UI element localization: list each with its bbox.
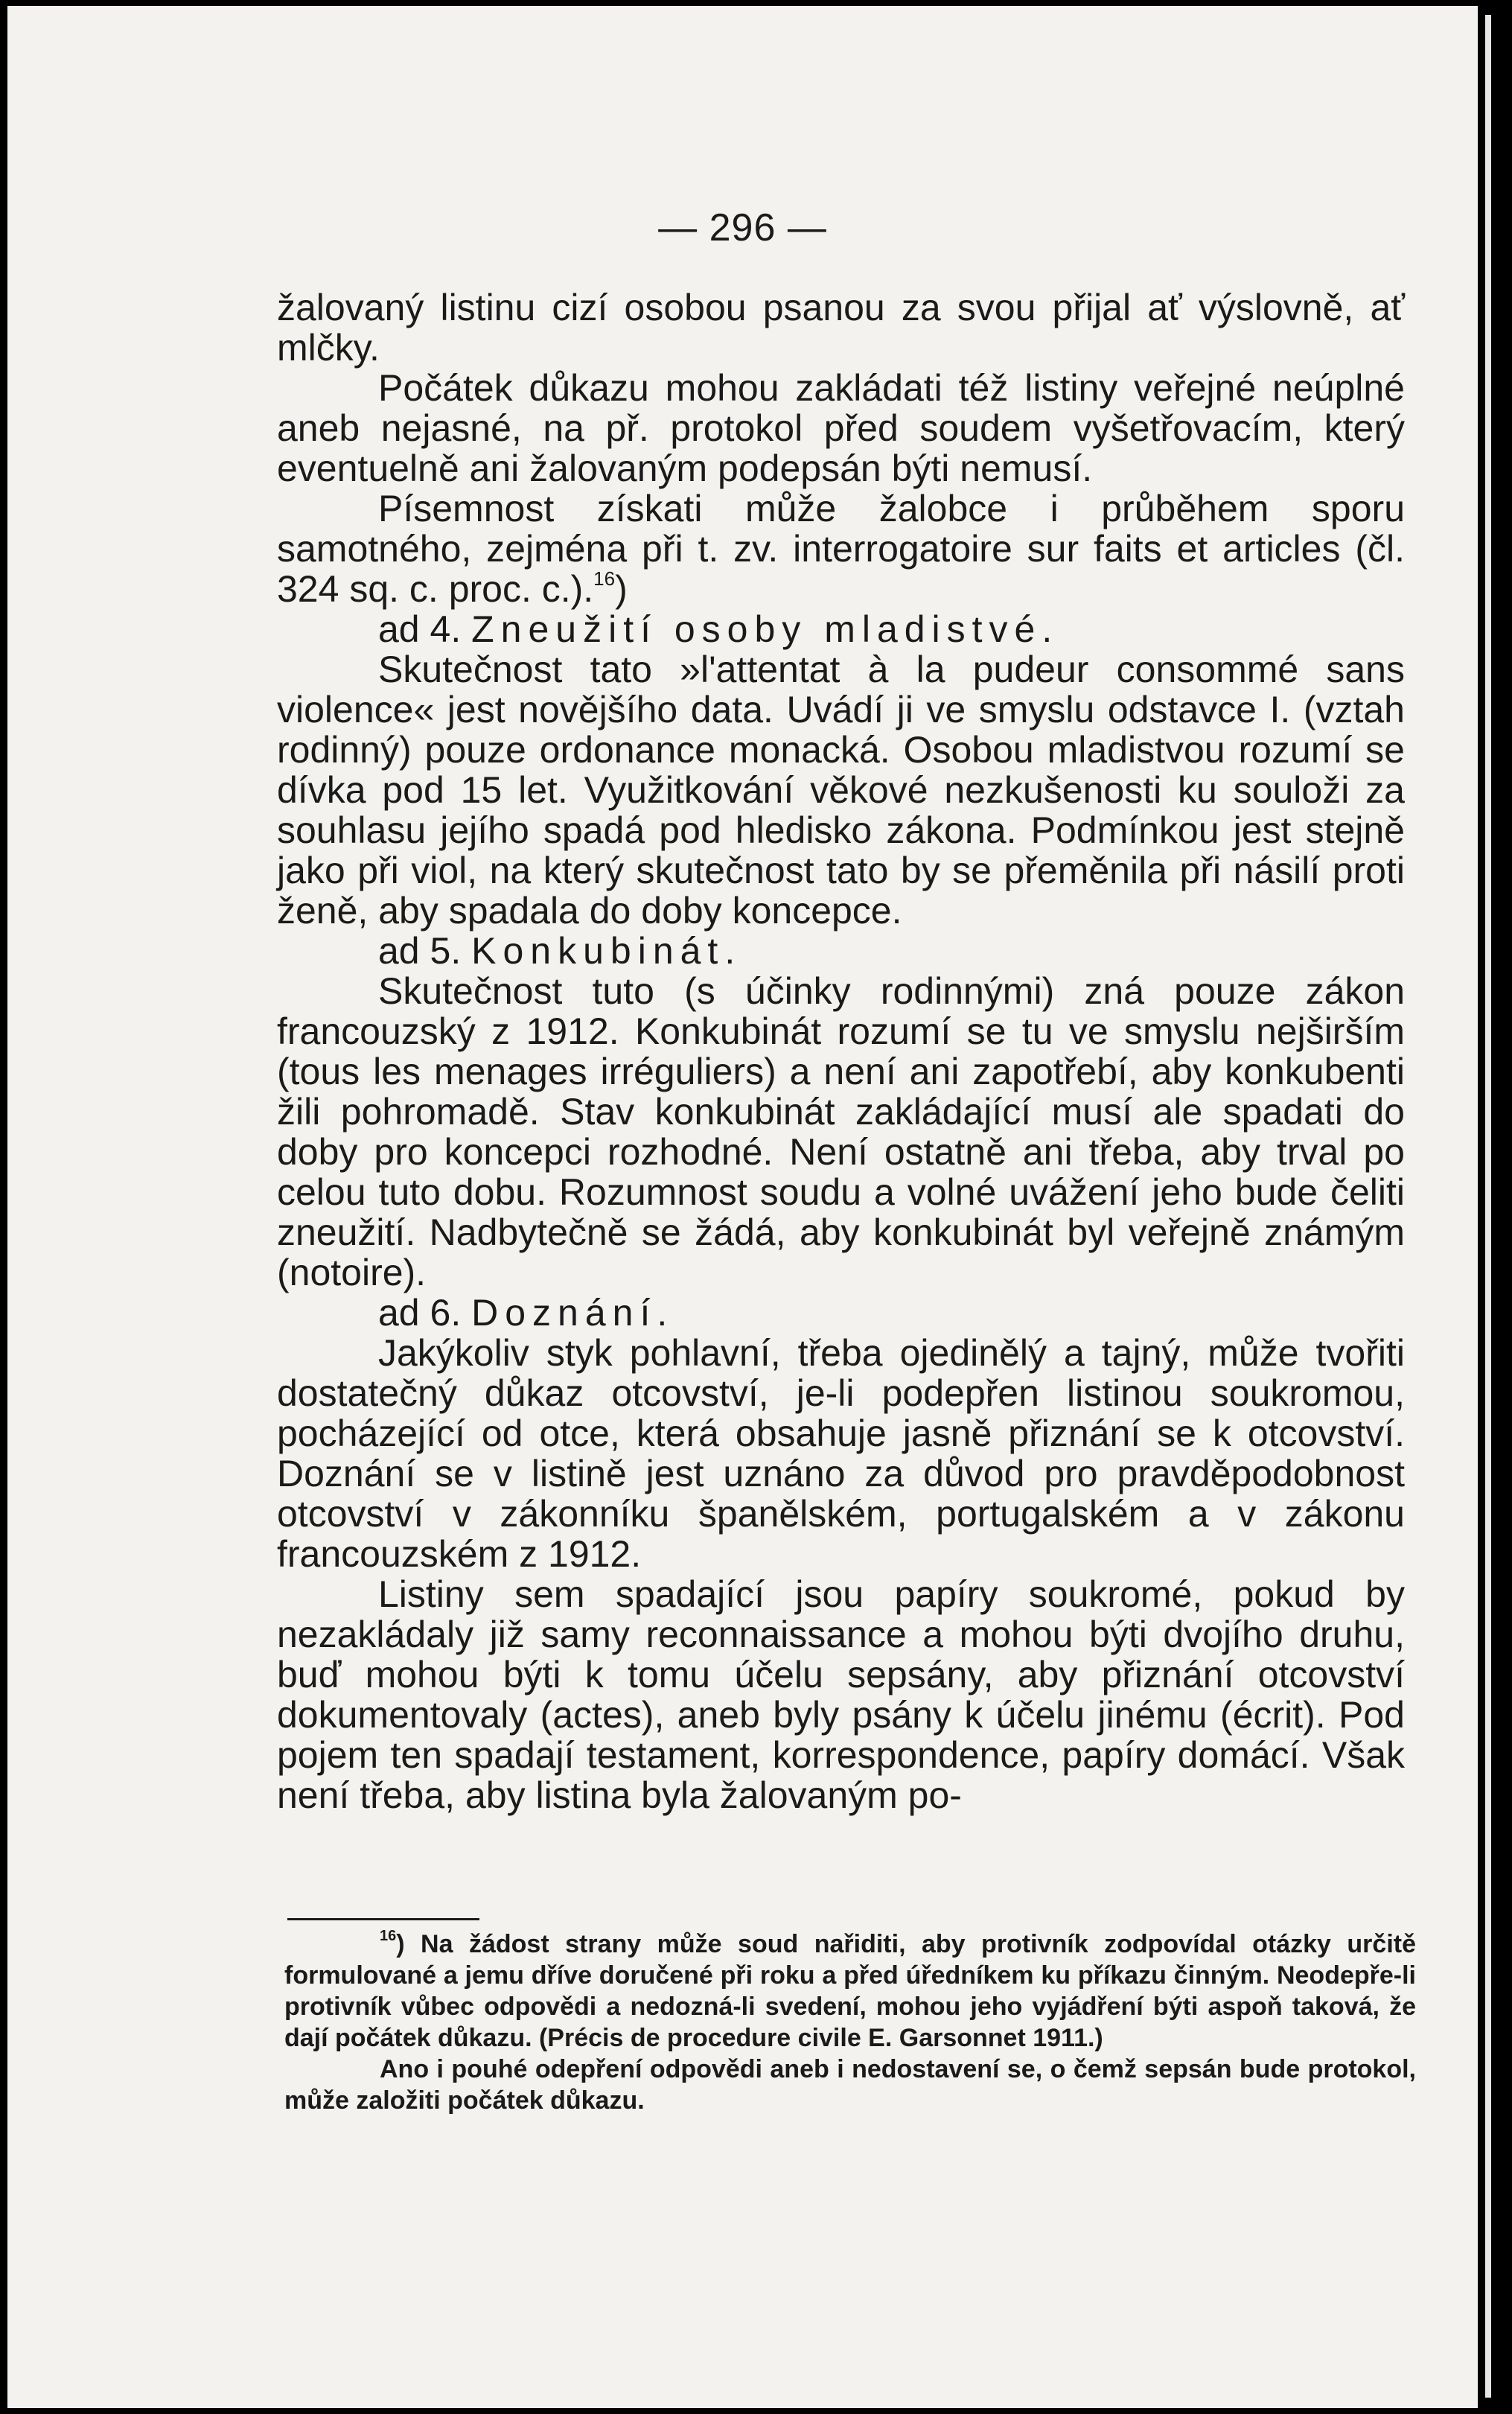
paragraph-pisemnost-text: Písemnost získati může žalobce i průběhem sporu samotného, zejména při t. zv. interrogatoire sur faits et articles (čl. 324 sq. c. proc. c.). [277,488,1405,610]
paragraph-skutecnost-tato: Skutečnost tato »l'attentat à la pudeur consommé sans violence« jest novějšího data. Uvádí ji ve smyslu odstavce I. (vztah rodinný) pouze ordonance monacká. Osobou mladistvou rozumí se dívka pod 15 let. Využitkování věkové nezkušenosti ku souloži za souhlasu jejího spadá pod hledisko zákona. Podmínkou jest stejně jako při viol, na který skutečnost tato by se přeměnila při násilí proti ženě, aby spadala do doby koncepce. [277,649,1405,931]
paragraph-pisemnost [277,488,1405,609]
section-title-zneuziti: Zneužití osoby mladistvé. [471,608,1059,650]
footnote-16 [284,1929,1416,2054]
page-number: — 296 — [658,206,827,249]
footnote-16-text: ) Na žádost strany může soud nařiditi, aby protivník zodpovídal otázky určitě formulované a jemu dříve doručené při roku a před úředníkem ku příkazu činným. Neodepře-li protivník vůbec odpovědi a nedozná-li svedení, mohou jeho vyjádření býti aspoň taková, že dají počátek důkazu. (Précis de procedure civile E. Garsonnet 1911.) [284,1930,1416,2052]
paragraph-skutecnost-tuto: Skutečnost tuto (s účinky rodinnými) zná pouze zákon francouzský z 1912. Konkubinát rozumí se tu ve smyslu nejširším (tous les menages irréguliers) a není ani zapotřebí, aby konkubenti žili pohromadě. Stav konkubinát zakládající musí ale spadati do doby pro koncepci rozhodné. Není ostatně ani třeba, aby trval po celou tuto dobu. Rozumnost soudu a volné uvážení jeho bude čeliti zneužití. Nadbytečně se žádá, aby konkubinát byl veřejně známým (notoire). [277,970,1405,1293]
paragraph-pocatek-dukazu: Počátek důkazu mohou zakládati též listiny veřejné neúplné aneb nejasné, na př. protokol před soudem vyšetřovacím, který eventuelně ani žalovaným podepsán býti nemusí. [277,367,1405,489]
paragraph-continuation: žalovaný listinu cizí osobou psanou za svou přijal ať výslovně, ať mlčky. [277,287,1405,369]
footnote-ref-16: 16 [593,567,616,590]
section-title-konkubinat: Konkubinát. [471,930,742,972]
footnote-marker-16: 16 [380,1928,397,1944]
paper-sheet [7,6,1478,2408]
footnote-divider [287,1918,479,1920]
section-heading-ad4 [277,609,1405,649]
footnotes [284,1929,1416,2116]
section-number-ad4: ad 4. [378,608,462,650]
section-number-ad6: ad 6. [378,1292,462,1334]
paragraph-listiny: Listiny sem spadající jsou papíry soukromé, pokud by nezakládaly již samy reconnaissance a mohou býti dvojího druhu, buď mohou býti k tomu účelu sepsány, aby přiznání otcovství dokumentovaly (actes), aneb byly psány k účelu jinému (écrit). Pod pojem ten spadají testament, korrespondence, papíry domácí. Však není třeba, aby listina byla žalovaným po- [277,1573,1405,1816]
body-text [277,287,1405,1815]
footnote-continuation: Ano i pouhé odepření odpovědi aneb i nedostavení se, o čemž sepsán bude protokol, může založiti počátek důkazu. [284,2055,1416,2115]
section-title-doznani: Doznání. [471,1292,674,1334]
scan-edge [1485,15,1491,2398]
paragraph-jakykoliv-styk: Jakýkoliv styk pohlavní, třeba ojedinělý a tajný, může tvořiti dostatečný důkaz otcovství, je-li podepřen listinou soukromou, pocházející od otce, která obsahuje jasně přiznání se k otcovství. Doznání se v listině jest uznáno za důvod pro pravděpodobnost otcovství v zákonníku španělském, portugalském a v zákonu francouzském z 1912. [277,1332,1405,1575]
section-heading-ad5 [277,931,1405,971]
section-number-ad5: ad 5. [378,930,462,972]
footnote-ref-paren: ) [615,568,628,610]
section-heading-ad6 [277,1293,1405,1333]
